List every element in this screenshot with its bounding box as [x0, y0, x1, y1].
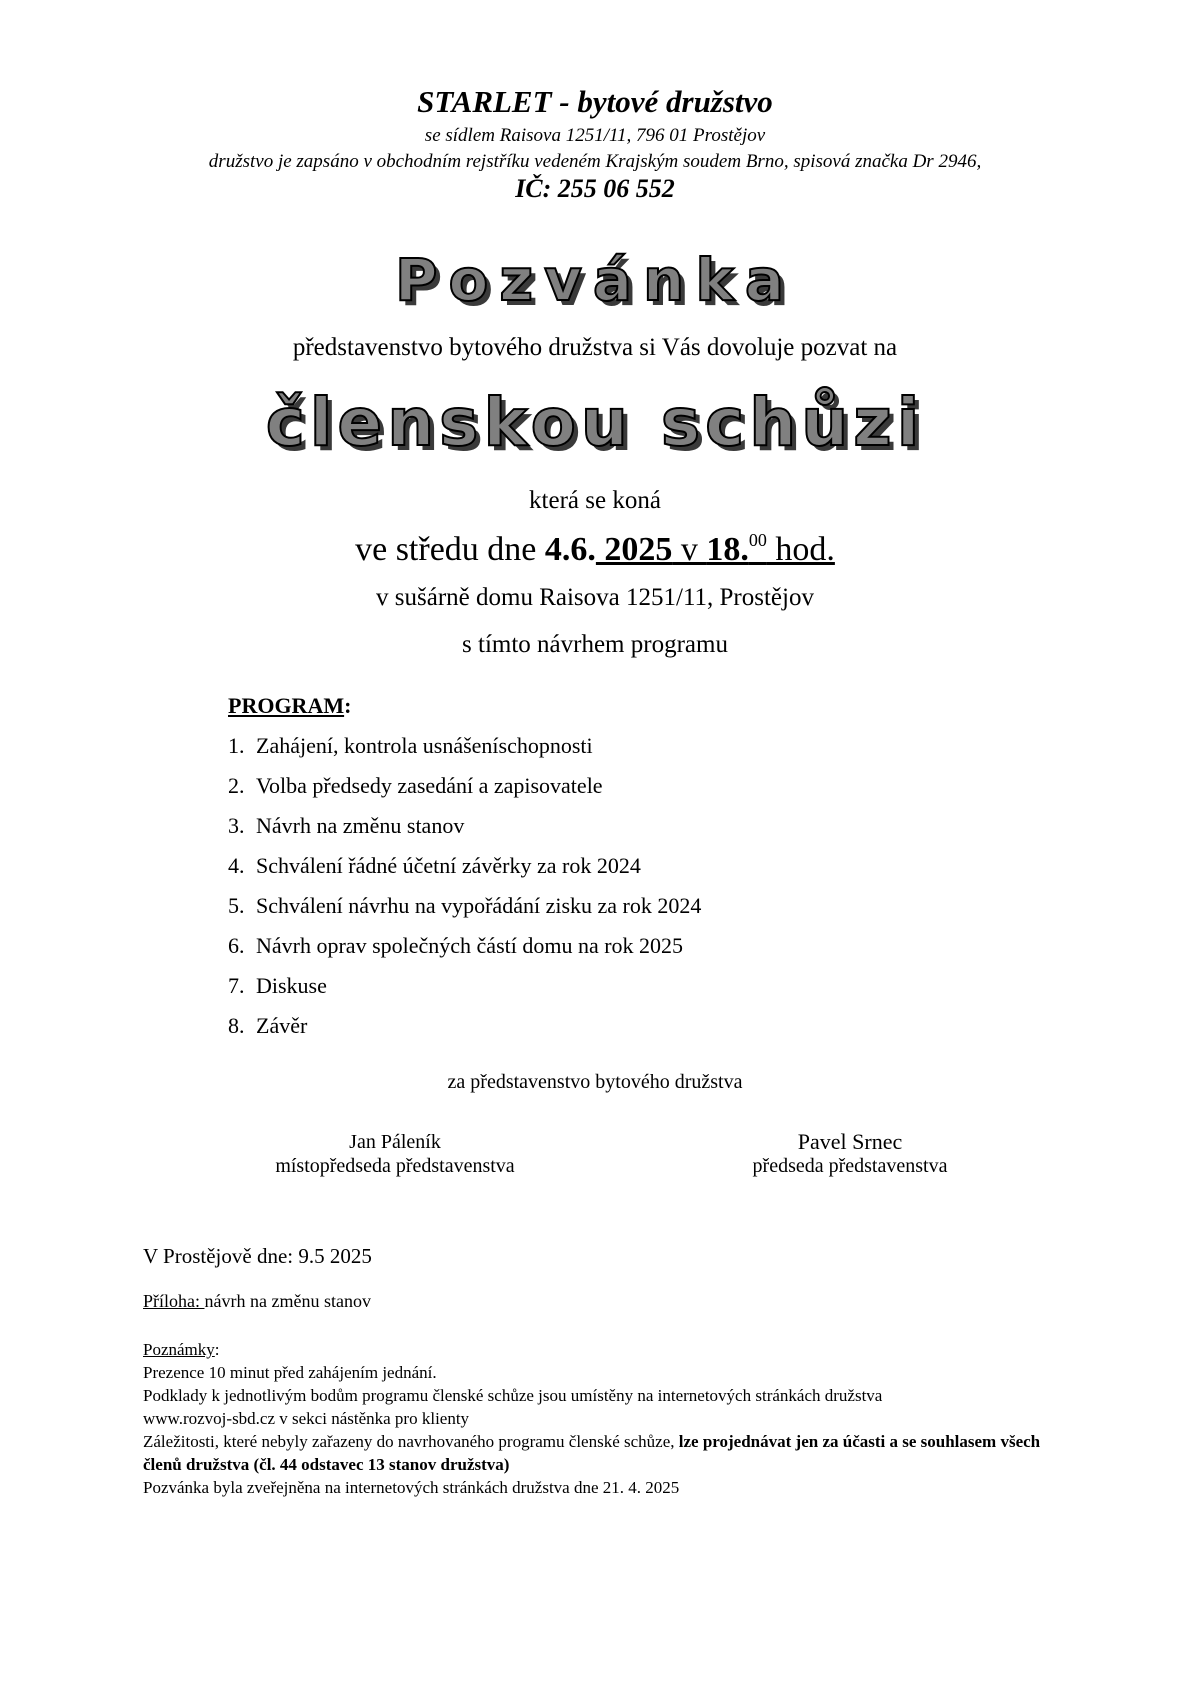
time-connector: v [672, 531, 707, 568]
program-item [228, 973, 701, 1013]
item-text: Návrh na změnu stanov [256, 813, 465, 838]
organization-name: STARLET - bytové družstvo [417, 84, 773, 119]
item-number: 3. [228, 813, 245, 838]
program-item [228, 853, 701, 893]
program-heading-colon: : [344, 693, 352, 718]
item-text: Volba předsedy zasedání a zapisovatele [256, 773, 603, 798]
item-text: Schválení řádné účetní závěrky za rok 2024 [256, 853, 641, 878]
note-line: Prezence 10 minut před zahájením jednání. [143, 1363, 437, 1382]
item-number: 8. [228, 1013, 245, 1038]
program-list [228, 693, 701, 1053]
item-number: 4. [228, 853, 245, 878]
item-text: Schválení návrhu na vypořádání zisku za rok 2024 [256, 893, 702, 918]
attachment-note [143, 1291, 371, 1312]
invitation-intro: představenstvo bytového družstva si Vás dovoluje pozvat na [292, 334, 898, 361]
item-text: Diskuse [256, 973, 327, 998]
organization-registration: družstvo je zapsáno v obchodním rejstříku vedeném Krajským soudem Brno, spisová značka Dr 2946, [208, 151, 982, 172]
item-number: 2. [228, 773, 245, 798]
program-heading [228, 693, 701, 733]
program-heading-text: PROGRAM [228, 693, 345, 718]
meeting-when-intro: která se koná [529, 487, 661, 514]
note-line: Podklady k jednotlivým bodům programu členské schůze jsou umístěny na internetových stránkách družstva [143, 1386, 883, 1405]
place-and-date: V Prostějově dne: 9.5 2025 [143, 1244, 372, 1268]
meeting-year: 2025 [595, 531, 673, 568]
notes-section [143, 1338, 1083, 1499]
program-item [228, 773, 701, 813]
note-text: Záležitosti, které nebyly zařazeny do navrhovaného programu členské schůze, [143, 1432, 679, 1451]
attachment-label: Příloha: [143, 1291, 205, 1311]
program-item [228, 933, 701, 973]
meeting-location: v sušárně domu Raisova 1251/11, Prostějov [376, 584, 814, 611]
signatory-role: předseda představenstva [752, 1155, 948, 1177]
notes-heading-text: Poznámky [143, 1340, 215, 1359]
signatory-name: Pavel Srnec [797, 1129, 903, 1154]
item-number: 6. [228, 933, 245, 958]
note-website-link: www.rozvoj-sbd.cz v sekci nástěnka pro klienty [143, 1409, 470, 1428]
item-number: 7. [228, 973, 245, 998]
program-intro: s tímto návrhem programu [462, 631, 728, 658]
time-suffix: hod. [766, 531, 835, 568]
notes-heading [143, 1338, 1083, 1361]
signatory-name: Jan Páleník [349, 1131, 441, 1153]
organization-seat: se sídlem Raisova 1251/11, 796 01 Prostějov [424, 125, 766, 146]
signature-chair [690, 1130, 1010, 1178]
program-item [228, 1013, 701, 1053]
organization-ic: IČ: 255 06 552 [515, 174, 675, 203]
meeting-hour: 18. [706, 531, 749, 568]
item-text: Návrh oprav společných částí domu na rok 2025 [256, 933, 684, 958]
note-line: Pozvánka byla zveřejněna na internetových stránkách družstva dne 21. 4. 2025 [143, 1478, 680, 1497]
program-item [228, 813, 701, 853]
item-number: 5. [228, 893, 245, 918]
item-number: 1. [228, 733, 245, 758]
invitation-title: Pozvánka [394, 246, 796, 314]
meeting-date: 4.6. [544, 531, 596, 568]
meeting-date-underlined [596, 531, 835, 568]
notes-heading-colon: : [214, 1340, 220, 1359]
meeting-title: členskou schůzi [265, 384, 925, 461]
signature-vice-chair [240, 1130, 550, 1178]
signatory-role: místopředseda představenstva [275, 1155, 515, 1177]
item-text: Závěr [256, 1013, 308, 1038]
attachment-text: návrh na změnu stanov [204, 1291, 371, 1311]
program-item [228, 733, 701, 773]
program-item [228, 893, 701, 933]
meeting-date-time [0, 531, 1190, 569]
signature-intro: za představenstvo bytového družstva [447, 1071, 743, 1093]
note-line [143, 1430, 1083, 1476]
item-text: Zahájení, kontrola usnášeníschopnosti [256, 733, 593, 758]
date-prefix: ve středu dne [355, 531, 545, 568]
note-bold-text: lze projednávat jen za účasti a se souhlasem všech členů družstva (čl. 44 odstavec 13 stanov družstva) [143, 1432, 1041, 1474]
meeting-minutes: 00 [748, 530, 767, 550]
